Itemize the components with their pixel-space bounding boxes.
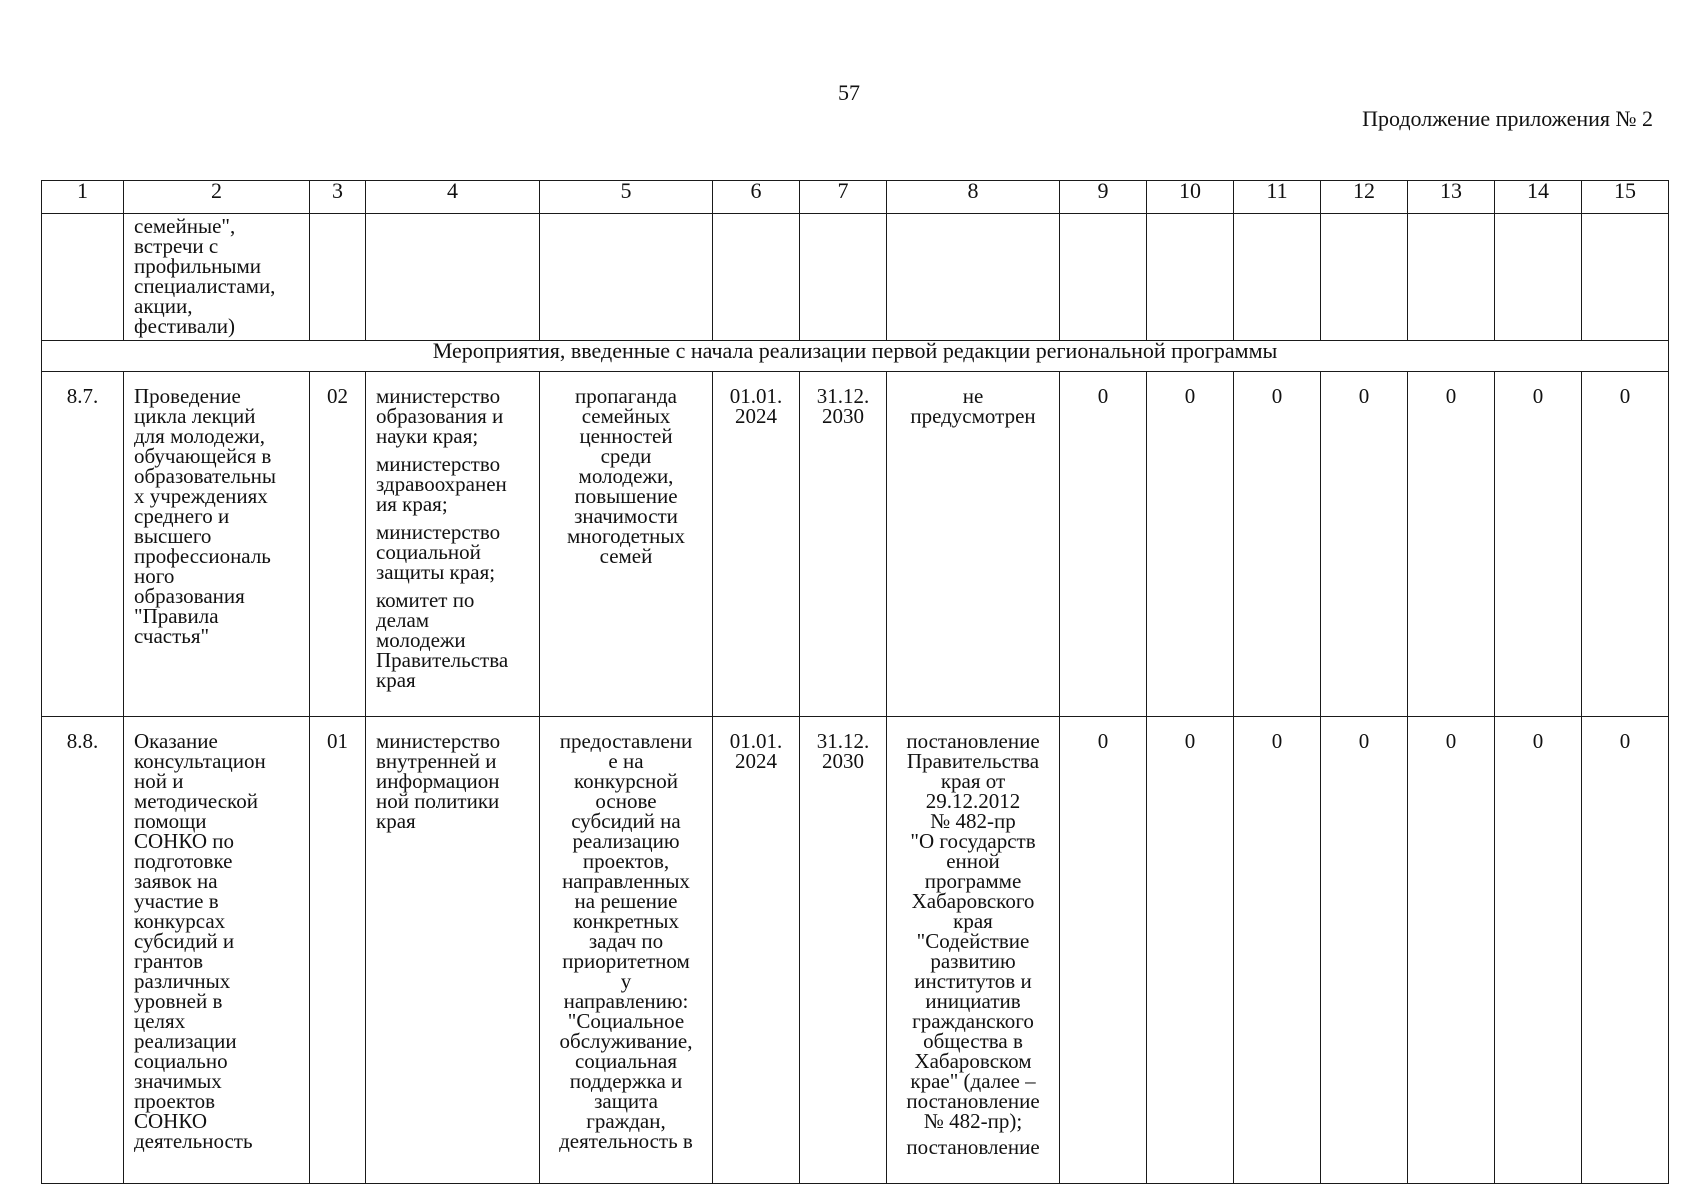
value-cell: 0	[1321, 372, 1408, 717]
event-name-text: Оказание консультацион ной и методической помощи СОНКО по подготовке заявок на участие в конкурсах субсидий и грантов различных уровней в целях реализации социально значимых проектов СОНКО деятельность	[134, 729, 266, 1153]
end-date	[800, 372, 887, 717]
header-cell-4: 4	[366, 181, 540, 214]
value-cell: 0	[1408, 717, 1495, 1184]
cont-cell-12	[1321, 214, 1408, 341]
table-row	[42, 372, 1669, 717]
header-row	[42, 181, 1669, 214]
event-code: 02	[310, 372, 366, 717]
expected-result	[540, 717, 713, 1184]
cont-cell-6	[713, 214, 800, 341]
cont-cell-3	[310, 214, 366, 341]
value-cell: 0	[1147, 372, 1234, 717]
cont-cell-11	[1234, 214, 1321, 341]
header-cell-2: 2	[124, 181, 310, 214]
legal-acts	[887, 717, 1060, 1184]
responsible-item: комитет по делам молодежи Правительства края	[376, 588, 509, 692]
continuation-row	[42, 214, 1669, 341]
value-cell: 0	[1234, 717, 1321, 1184]
row-number: 8.8.	[42, 717, 124, 1184]
cont-cell-9	[1060, 214, 1147, 341]
value-cell: 0	[1060, 372, 1147, 717]
event-name	[124, 372, 310, 717]
header-cell-10: 10	[1147, 181, 1234, 214]
table-row	[42, 717, 1669, 1184]
header-cell-5: 5	[540, 181, 713, 214]
start-date-text: 01.01. 2024	[729, 729, 783, 773]
header-cell-9: 9	[1060, 181, 1147, 214]
value-cell: 0	[1147, 717, 1234, 1184]
end-date-text: 31.12. 2030	[816, 729, 870, 773]
value-cell: 0	[1495, 372, 1582, 717]
section-row	[42, 341, 1669, 372]
value-cell: 0	[1582, 717, 1669, 1184]
header-cell-7: 7	[800, 181, 887, 214]
responsible-cell	[366, 372, 540, 717]
cont-cell-10	[1147, 214, 1234, 341]
value-cell: 0	[1234, 372, 1321, 717]
responsible-item: министерство внутренней и информацион ной политики края	[376, 729, 501, 833]
expected-result-text: предоставлени е на конкурсной основе субсидий на реализацию проектов, направленных на решение конкретных задач по приоритетном у направлению: "Социальное обслуживание, социальная поддержка и защита граждан, деятельность в	[559, 729, 693, 1153]
cont-cell-2	[124, 214, 310, 341]
header-cell-11: 11	[1234, 181, 1321, 214]
cont-cell-8	[887, 214, 1060, 341]
expected-result-text: пропаганда семейных ценностей среди молодежи, повышение значимости многодетных семей	[566, 384, 686, 568]
responsible-cell	[366, 717, 540, 1184]
header-cell-13: 13	[1408, 181, 1495, 214]
header-cell-12: 12	[1321, 181, 1408, 214]
header-cell-3: 3	[310, 181, 366, 214]
responsible-item: министерство образования и науки края;	[376, 384, 504, 448]
continuation-text: семейные", встречи с профильными специалистами, акции, фестивали)	[134, 214, 276, 338]
value-cell: 0	[1321, 717, 1408, 1184]
cont-cell-4	[366, 214, 540, 341]
cont-cell-5	[540, 214, 713, 341]
program-table	[41, 180, 1669, 1184]
start-date	[713, 717, 800, 1184]
legal-act-item: постановление	[906, 1135, 1040, 1159]
responsible-item: министерство здравоохранен ия края;	[376, 452, 507, 516]
value-cell: 0	[1582, 372, 1669, 717]
cont-cell-7	[800, 214, 887, 341]
value-cell: 0	[1060, 717, 1147, 1184]
responsible-item: министерство социальной защиты края;	[376, 520, 501, 584]
page-number: 57	[838, 80, 860, 105]
legal-acts	[887, 372, 1060, 717]
event-code: 01	[310, 717, 366, 1184]
section-title: Мероприятия, введенные с начала реализации первой редакции региональной программы	[42, 341, 1669, 372]
start-date-text: 01.01. 2024	[729, 384, 783, 428]
value-cell: 0	[1495, 717, 1582, 1184]
header-cell-14: 14	[1495, 181, 1582, 214]
legal-act-item: постановление Правительства края от 29.12.2012 № 482-пр "О государств енной программе Хабаровского края "Содействие развитию институтов и инициатив гражданского общества в Хабаровском крае" (далее – постановление № 482-пр);	[906, 729, 1040, 1133]
cont-cell-13	[1408, 214, 1495, 341]
end-date-text: 31.12. 2030	[816, 384, 870, 428]
cont-cell-1	[42, 214, 124, 341]
header-cell-8: 8	[887, 181, 1060, 214]
value-cell: 0	[1408, 372, 1495, 717]
appendix-note: Продолжение приложения № 2	[1362, 106, 1653, 131]
event-name-text: Проведение цикла лекций для молодежи, обучающейся в образовательны х учреждениях среднего и высшего профессиональ ного образования "Правила счастья"	[134, 384, 276, 648]
header-cell-1: 1	[42, 181, 124, 214]
cont-cell-15	[1582, 214, 1669, 341]
event-name	[124, 717, 310, 1184]
end-date	[800, 717, 887, 1184]
start-date	[713, 372, 800, 717]
legal-act-item: не предусмотрен	[910, 384, 1036, 428]
header-cell-6: 6	[713, 181, 800, 214]
row-number: 8.7.	[42, 372, 124, 717]
cont-cell-14	[1495, 214, 1582, 341]
expected-result	[540, 372, 713, 717]
header-cell-15: 15	[1582, 181, 1669, 214]
